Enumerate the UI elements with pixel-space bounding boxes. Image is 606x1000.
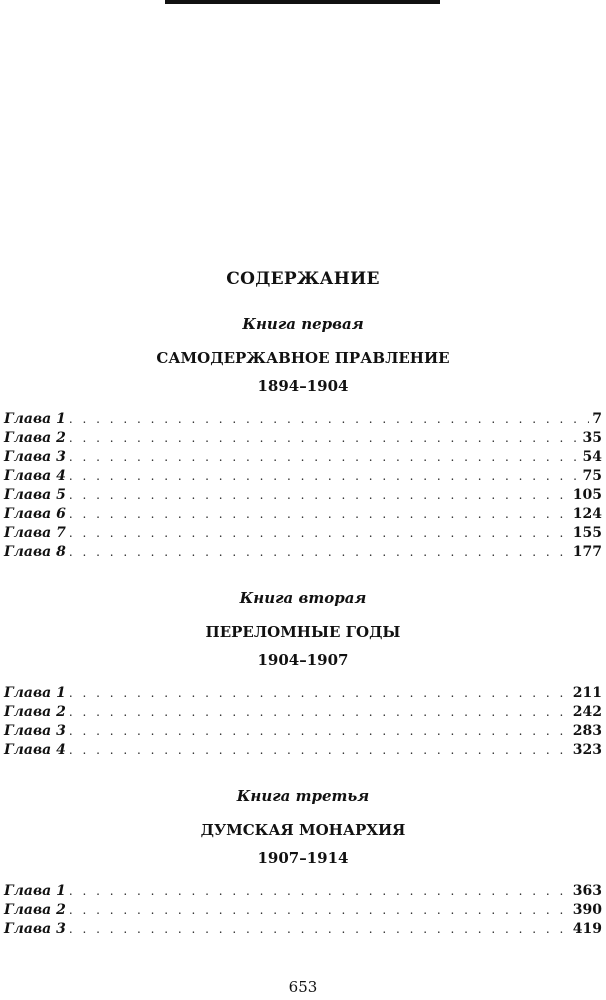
dot-leader [69, 901, 570, 920]
chapter-page: 75 [582, 468, 602, 484]
chapter-label: Глава 1 [4, 883, 66, 899]
chapter-row[interactable] [4, 429, 602, 448]
chapter-label: Глава 3 [4, 449, 66, 465]
chapter-row[interactable] [4, 543, 602, 562]
dot-leader [69, 505, 570, 524]
chapter-label: Глава 1 [4, 685, 66, 701]
chapter-list [0, 410, 606, 562]
chapter-label: Глава 5 [4, 487, 66, 503]
chapter-label: Глава 3 [4, 723, 66, 739]
book-title: ПЕРЕЛОМНЫЕ ГОДЫ [205, 623, 401, 641]
dot-leader [69, 741, 570, 760]
chapter-page: 35 [582, 430, 602, 446]
chapter-row[interactable] [4, 410, 602, 429]
chapter-label: Глава 8 [4, 544, 66, 560]
chapter-label: Глава 1 [4, 411, 66, 427]
book-2 [0, 588, 606, 760]
chapter-label: Глава 4 [4, 742, 66, 758]
chapter-label: Глава 6 [4, 506, 66, 522]
chapter-label: Глава 2 [4, 704, 66, 720]
chapter-page: 105 [572, 487, 602, 503]
chapter-page: 283 [572, 723, 602, 739]
chapter-row[interactable] [4, 901, 602, 920]
chapter-label: Глава 7 [4, 525, 66, 541]
chapter-row[interactable] [4, 486, 602, 505]
book-years: 1907–1914 [257, 849, 349, 867]
chapter-row[interactable] [4, 467, 602, 486]
book-title: ДУМСКАЯ МОНАРХИЯ [200, 821, 406, 839]
toc-title: СОДЕРЖАНИЕ [226, 269, 380, 289]
top-rule [165, 0, 440, 4]
dot-leader [69, 882, 570, 901]
chapter-page: 363 [572, 883, 602, 899]
dot-leader [69, 703, 570, 722]
chapter-page: 54 [582, 449, 602, 465]
book-label: Книга первая [242, 315, 364, 333]
chapter-page: 177 [572, 544, 602, 560]
book-3 [0, 786, 606, 939]
dot-leader [69, 448, 580, 467]
dot-leader [69, 543, 570, 562]
book-years: 1904–1907 [257, 651, 349, 669]
book-1 [0, 314, 606, 562]
chapter-row[interactable] [4, 448, 602, 467]
chapter-page: 211 [572, 685, 602, 701]
table-of-contents [0, 268, 606, 939]
chapter-label: Глава 3 [4, 921, 66, 937]
chapter-row[interactable] [4, 882, 602, 901]
dot-leader [69, 722, 570, 741]
chapter-label: Глава 2 [4, 430, 66, 446]
chapter-row[interactable] [4, 703, 602, 722]
book-label: Книга вторая [239, 589, 367, 607]
chapter-page: 242 [572, 704, 602, 720]
chapter-page: 155 [572, 525, 602, 541]
chapter-row[interactable] [4, 920, 602, 939]
chapter-row[interactable] [4, 684, 602, 703]
chapter-label: Глава 2 [4, 902, 66, 918]
chapter-row[interactable] [4, 524, 602, 543]
book-title: САМОДЕРЖАВНОЕ ПРАВЛЕНИЕ [156, 349, 450, 367]
chapter-page: 390 [572, 902, 602, 918]
chapter-list [0, 882, 606, 939]
chapter-page: 7 [592, 411, 602, 427]
book-years: 1894–1904 [257, 377, 349, 395]
dot-leader [69, 920, 570, 939]
page-number: 653 [288, 978, 318, 996]
dot-leader [69, 524, 570, 543]
chapter-page: 323 [572, 742, 602, 758]
dot-leader [69, 429, 580, 448]
dot-leader [69, 684, 570, 703]
dot-leader [69, 467, 580, 486]
dot-leader [69, 486, 570, 505]
chapter-row[interactable] [4, 505, 602, 524]
chapter-row[interactable] [4, 722, 602, 741]
chapter-page: 419 [572, 921, 602, 937]
dot-leader [69, 410, 589, 429]
chapter-page: 124 [572, 506, 602, 522]
chapter-list [0, 684, 606, 760]
chapter-row[interactable] [4, 741, 602, 760]
chapter-label: Глава 4 [4, 468, 66, 484]
book-label: Книга третья [236, 787, 370, 805]
